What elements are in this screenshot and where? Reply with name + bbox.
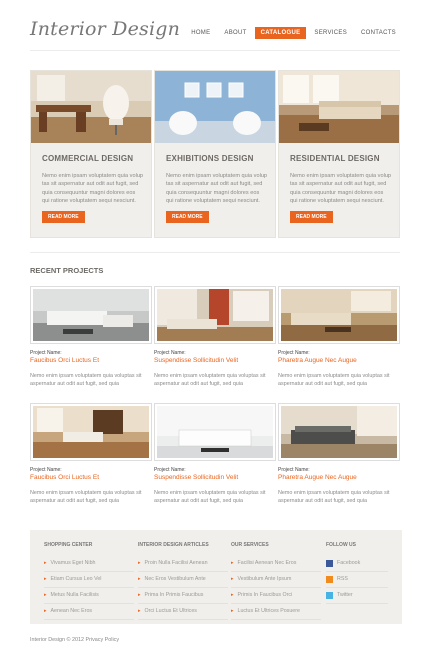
footer-link-facebook[interactable] bbox=[326, 556, 388, 572]
nav-catalogue[interactable]: CATALOGUE bbox=[255, 27, 307, 39]
arrow-icon: ▸ bbox=[231, 576, 234, 582]
feature-exhibitions bbox=[154, 70, 276, 238]
arrow-icon: ▸ bbox=[138, 608, 141, 614]
footer-link[interactable] bbox=[231, 572, 321, 588]
footer-link-label: Primis In Faucibus Orci bbox=[237, 592, 293, 598]
section-divider bbox=[30, 252, 400, 253]
arrow-icon: ▸ bbox=[138, 576, 141, 582]
footer-link-label: Metus Nulla Facilisis bbox=[50, 592, 99, 598]
footer-link-label: Orci Luctus Et Ultrices bbox=[144, 608, 197, 614]
footer-link[interactable] bbox=[231, 556, 321, 572]
arrow-icon: ▸ bbox=[44, 592, 47, 598]
footer-heading: OUR SERVICES bbox=[231, 542, 269, 548]
copyright bbox=[30, 637, 119, 643]
project-text: Nemo enim ipsam voluptatem quia voluptas sit aspernatur aut odit aut fugit, sed quia bbox=[278, 490, 390, 504]
project-thumbnail[interactable] bbox=[30, 286, 152, 344]
project-thumbnail[interactable] bbox=[154, 403, 276, 461]
arrow-icon: ▸ bbox=[231, 608, 234, 614]
project-image bbox=[281, 289, 397, 341]
site-logo[interactable]: Interior Design bbox=[30, 18, 181, 40]
footer-link-label: Facilisi Aenean Nec Eros bbox=[237, 560, 297, 566]
nav-services[interactable]: SERVICES bbox=[314, 30, 348, 36]
project-thumbnail[interactable] bbox=[278, 403, 400, 461]
footer-link-label: Luctus Et Ultrices Posuere bbox=[237, 608, 300, 614]
footer-col-follow bbox=[326, 542, 388, 604]
footer-heading: FOLLOW US bbox=[326, 542, 356, 548]
footer-link[interactable] bbox=[44, 572, 134, 588]
project-text: Nemo enim ipsam voluptatem quia voluptas sit aspernatur aut odit aut fugit, sed quia bbox=[154, 490, 266, 504]
project-name-link[interactable]: Faucibus Orci Luctus Et bbox=[30, 474, 99, 481]
footer-link-label: Facebook bbox=[337, 560, 361, 566]
project-image bbox=[157, 289, 273, 341]
footer-col-articles bbox=[138, 542, 228, 620]
commercial-office-image bbox=[31, 71, 151, 143]
feature-title: RESIDENTIAL DESIGN bbox=[290, 154, 380, 163]
footer-link-rss[interactable] bbox=[326, 572, 388, 588]
privacy-policy-link[interactable]: Privacy Policy bbox=[85, 637, 120, 643]
footer-link-label: Vivamus Eget Nibh bbox=[50, 560, 96, 566]
footer-col-services bbox=[231, 542, 321, 620]
arrow-icon: ▸ bbox=[231, 592, 234, 598]
feature-commercial bbox=[30, 70, 152, 238]
project-image bbox=[33, 406, 149, 458]
nav-contacts[interactable]: CONTACTS bbox=[361, 30, 396, 36]
footer-link[interactable] bbox=[231, 588, 321, 604]
footer-link-label: Twitter bbox=[337, 592, 353, 598]
footer-col-shopping bbox=[44, 542, 134, 620]
project-label: Project Name: bbox=[154, 350, 186, 356]
feature-text: Nemo enim ipsam voluptatem quia volup tas sit aspernatur aut odit aut fugit, sed quia consequuntur magni dolores eos qui ratione voluptatem sequi nesciunt. bbox=[290, 173, 392, 205]
arrow-icon: ▸ bbox=[138, 560, 141, 566]
feature-residential bbox=[278, 70, 400, 238]
footer-link[interactable] bbox=[138, 572, 228, 588]
arrow-icon: ▸ bbox=[44, 560, 47, 566]
feature-text: Nemo enim ipsam voluptatem quia volup tas sit aspernatur aut odit aut fugit, sed quia consequuntur magni dolores eos qui ratione voluptatem sequi nesciunt. bbox=[42, 173, 144, 205]
project-label: Project Name: bbox=[154, 467, 186, 473]
residential-image bbox=[279, 71, 399, 143]
arrow-icon: ▸ bbox=[44, 576, 47, 582]
facebook-icon bbox=[326, 560, 333, 567]
header-divider bbox=[30, 50, 400, 51]
project-label: Project Name: bbox=[278, 350, 310, 356]
arrow-icon: ▸ bbox=[44, 608, 47, 614]
nav-home[interactable]: HOME bbox=[191, 30, 211, 36]
project-label: Project Name: bbox=[30, 350, 62, 356]
footer-link[interactable] bbox=[44, 588, 134, 604]
project-image bbox=[281, 406, 397, 458]
project-text: Nemo enim ipsam voluptatem quia voluptas sit aspernatur aut odit aut fugit, sed quia bbox=[154, 373, 266, 387]
footer-link-label: Proin Nulla Facilisi Aenean bbox=[144, 560, 208, 566]
copyright-text: Interior Design © 2012 bbox=[30, 637, 86, 643]
footer-link[interactable] bbox=[44, 604, 134, 620]
main-nav bbox=[185, 27, 402, 39]
footer-link-label: RSS bbox=[337, 576, 348, 582]
project-thumbnail[interactable] bbox=[278, 286, 400, 344]
nav-about[interactable]: ABOUT bbox=[224, 30, 247, 36]
project-thumbnail[interactable] bbox=[30, 403, 152, 461]
recent-projects-title: RECENT PROJECTS bbox=[30, 266, 104, 275]
read-more-button[interactable]: READ MORE bbox=[166, 211, 209, 223]
footer-link[interactable] bbox=[231, 604, 321, 620]
exhibitions-image bbox=[155, 71, 275, 143]
read-more-button[interactable]: READ MORE bbox=[42, 211, 85, 223]
project-image bbox=[157, 406, 273, 458]
footer-link-label: Vestibulum Ante Ipsum bbox=[237, 576, 292, 582]
project-text: Nemo enim ipsam voluptatem quia voluptas sit aspernatur aut odit aut fugit, sed quia bbox=[30, 373, 142, 387]
project-name-link[interactable]: Faucibus Orci Luctus Et bbox=[30, 357, 99, 364]
feature-title: COMMERCIAL DESIGN bbox=[42, 154, 134, 163]
footer-link-label: Aenean Nec Eros bbox=[50, 608, 93, 614]
footer-link[interactable] bbox=[138, 556, 228, 572]
arrow-icon: ▸ bbox=[138, 592, 141, 598]
project-name-link[interactable]: Suspendisse Sollicitudin Velit bbox=[154, 357, 239, 364]
project-name-link[interactable]: Suspendisse Sollicitudin Velit bbox=[154, 474, 239, 481]
project-text: Nemo enim ipsam voluptatem quia voluptas sit aspernatur aut odit aut fugit, sed quia bbox=[30, 490, 142, 504]
footer-links bbox=[30, 530, 402, 624]
feature-text: Nemo enim ipsam voluptatem quia volup tas sit aspernatur aut odit aut fugit, sed quia consequuntur magni dolores eos qui ratione voluptatem sequi nesciunt. bbox=[166, 173, 268, 205]
project-text: Nemo enim ipsam voluptatem quia voluptas sit aspernatur aut odit aut fugit, sed quia bbox=[278, 373, 390, 387]
footer-link[interactable] bbox=[44, 556, 134, 572]
project-label: Project Name: bbox=[278, 467, 310, 473]
project-name-link[interactable]: Pharetra Augue Nec Augue bbox=[278, 474, 357, 481]
footer-link-label: Nec Eros Vestibulum Ante bbox=[144, 576, 206, 582]
arrow-icon: ▸ bbox=[231, 560, 234, 566]
footer-link[interactable] bbox=[138, 604, 228, 620]
footer-link[interactable] bbox=[138, 588, 228, 604]
project-label: Project Name: bbox=[30, 467, 62, 473]
footer-link-label: Prima In Primis Faucibus bbox=[144, 592, 204, 598]
read-more-button[interactable]: READ MORE bbox=[290, 211, 333, 223]
project-name-link[interactable]: Pharetra Augue Nec Augue bbox=[278, 357, 357, 364]
footer-heading: INTERIOR DESIGN ARTICLES bbox=[138, 542, 209, 548]
header bbox=[0, 0, 430, 62]
feature-title: EXHIBITIONS DESIGN bbox=[166, 154, 254, 163]
footer-link-twitter[interactable] bbox=[326, 588, 388, 604]
footer-heading: SHOPPING CENTER bbox=[44, 542, 93, 548]
footer-link-label: Etiam Cursus Leo Vel bbox=[50, 576, 102, 582]
project-image bbox=[33, 289, 149, 341]
project-thumbnail[interactable] bbox=[154, 286, 276, 344]
rss-icon bbox=[326, 576, 333, 583]
twitter-icon bbox=[326, 592, 333, 599]
